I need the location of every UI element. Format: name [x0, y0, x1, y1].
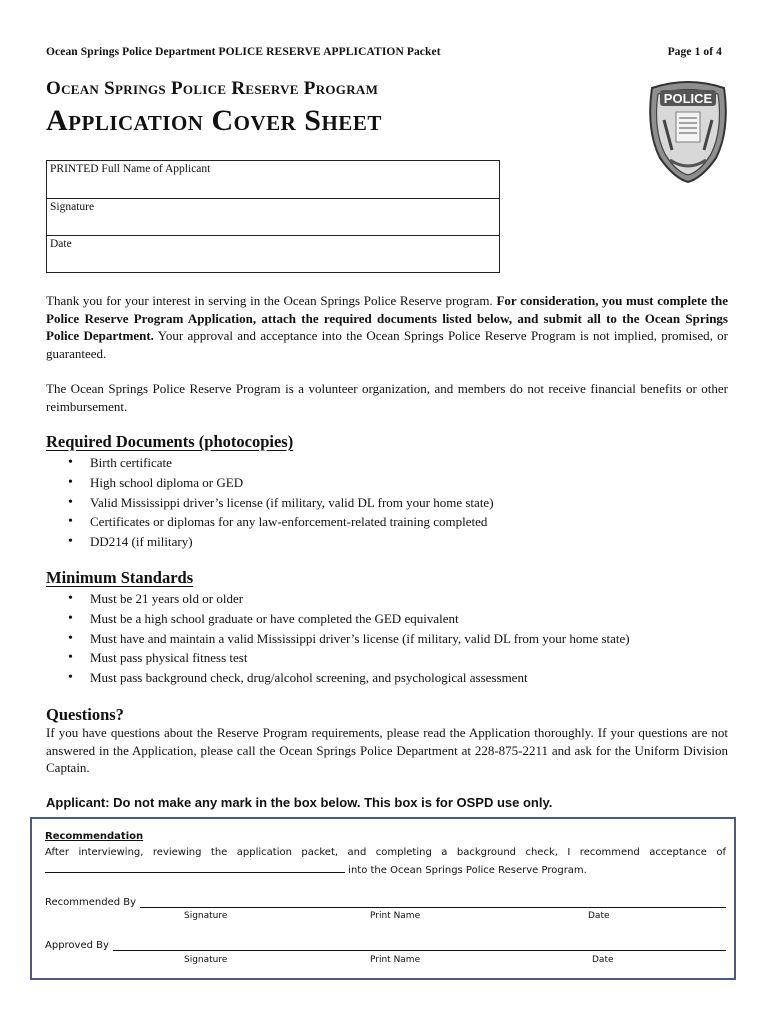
date-field[interactable]: [47, 235, 499, 272]
signature-field[interactable]: [47, 198, 499, 235]
badge-text: POLICE: [663, 91, 713, 106]
intro-text-c: Your approval and acceptance into the Ocean Springs Police Reserve Program is not implied, promised, or guaranteed.: [46, 328, 728, 361]
approved-by-row: [45, 940, 726, 951]
list-item: • Must have and maintain a valid Mississippi driver’s license (if military, valid DL from your home state): [68, 629, 630, 649]
page-title: Application Cover Sheet: [46, 104, 382, 137]
minimum-standards-list: [68, 589, 630, 688]
intro-text-bold: For consideration, you must complete the Police Reserve Program Application, attach the required documents listed below, and submit all to the Ocean Springs Police Department.: [46, 293, 729, 343]
list-item: • Must pass background check, drug/alcohol screening, and psychological assessment: [68, 668, 630, 688]
recommendation-text: After interviewing, reviewing the application packet, and completing a background check, I recommend acceptance of: [45, 847, 726, 858]
recommendation-heading: Recommendation: [45, 831, 144, 842]
recommendation-text-2: [45, 863, 726, 876]
list-item: • Birth certificate: [68, 453, 494, 473]
signature-caption: Signature: [184, 955, 228, 965]
signature-label: Signature: [50, 201, 95, 213]
volunteer-paragraph: The Ocean Springs Police Reserve Program is a volunteer organization, and members do not receive financial benefits or other reimbursement.: [46, 381, 728, 414]
full-name-label: PRINTED Full Name of Applicant: [50, 163, 211, 175]
date-caption: Date: [592, 955, 614, 965]
list-item: • Must pass physical fitness test: [68, 648, 630, 668]
office-use-notice: Applicant: Do not make any mark in the box below. This box is for OSPD use only.: [46, 795, 553, 810]
signature-caption: Signature: [184, 911, 228, 921]
recommended-applicant-blank[interactable]: [45, 863, 345, 873]
intro-paragraph: [46, 292, 728, 362]
full-name-field[interactable]: [47, 161, 499, 198]
minimum-standards-heading: Minimum Standards: [46, 568, 194, 587]
list-item: • High school diploma or GED: [68, 473, 494, 493]
list-item: • Must be a high school graduate or have completed the GED equivalent: [68, 609, 630, 629]
recommended-by-line[interactable]: [140, 898, 726, 908]
required-documents-heading: Required Documents (photocopies): [46, 432, 294, 451]
questions-heading: Questions?: [46, 705, 124, 724]
applicant-info-box: [46, 160, 500, 273]
print-name-caption: Print Name: [370, 955, 421, 965]
program-title: Ocean Springs Police Reserve Program: [46, 78, 379, 99]
intro-text-a: Thank you for your interest in serving in the Ocean Springs Police Reserve program.: [46, 293, 497, 308]
office-use-box: [30, 817, 736, 980]
questions-text: If you have questions about the Reserve Program requirements, please read the Application thoroughly. If your questions are not answered in the Application, please call the Ocean Springs Police Department at 228-875-2211 and ask for the Uniform Division Captain.: [46, 725, 728, 775]
list-item: • Certificates or diplomas for any law-enforcement-related training completed: [68, 512, 494, 532]
recommended-by-label: Recommended By: [45, 897, 137, 908]
list-item: • Valid Mississippi driver’s license (if military, valid DL from your home state): [68, 493, 494, 513]
print-name-caption: Print Name: [370, 911, 421, 921]
date-caption: Date: [588, 911, 610, 921]
document-header: Ocean Springs Police Department POLICE RESERVE APPLICATION Packet: [46, 46, 441, 58]
approved-by-line[interactable]: [113, 941, 726, 951]
police-badge-icon: [646, 80, 730, 184]
recommended-by-row: [45, 897, 726, 908]
list-item: • DD214 (if military): [68, 532, 494, 552]
approved-by-label: Approved By: [45, 940, 109, 951]
recommendation-text-end: into the Ocean Springs Police Reserve Program.: [345, 865, 587, 876]
list-item: • Must be 21 years old or older: [68, 589, 630, 609]
required-documents-list: [68, 453, 494, 552]
page-number: Page 1 of 4: [667, 46, 722, 58]
date-label: Date: [50, 238, 72, 250]
